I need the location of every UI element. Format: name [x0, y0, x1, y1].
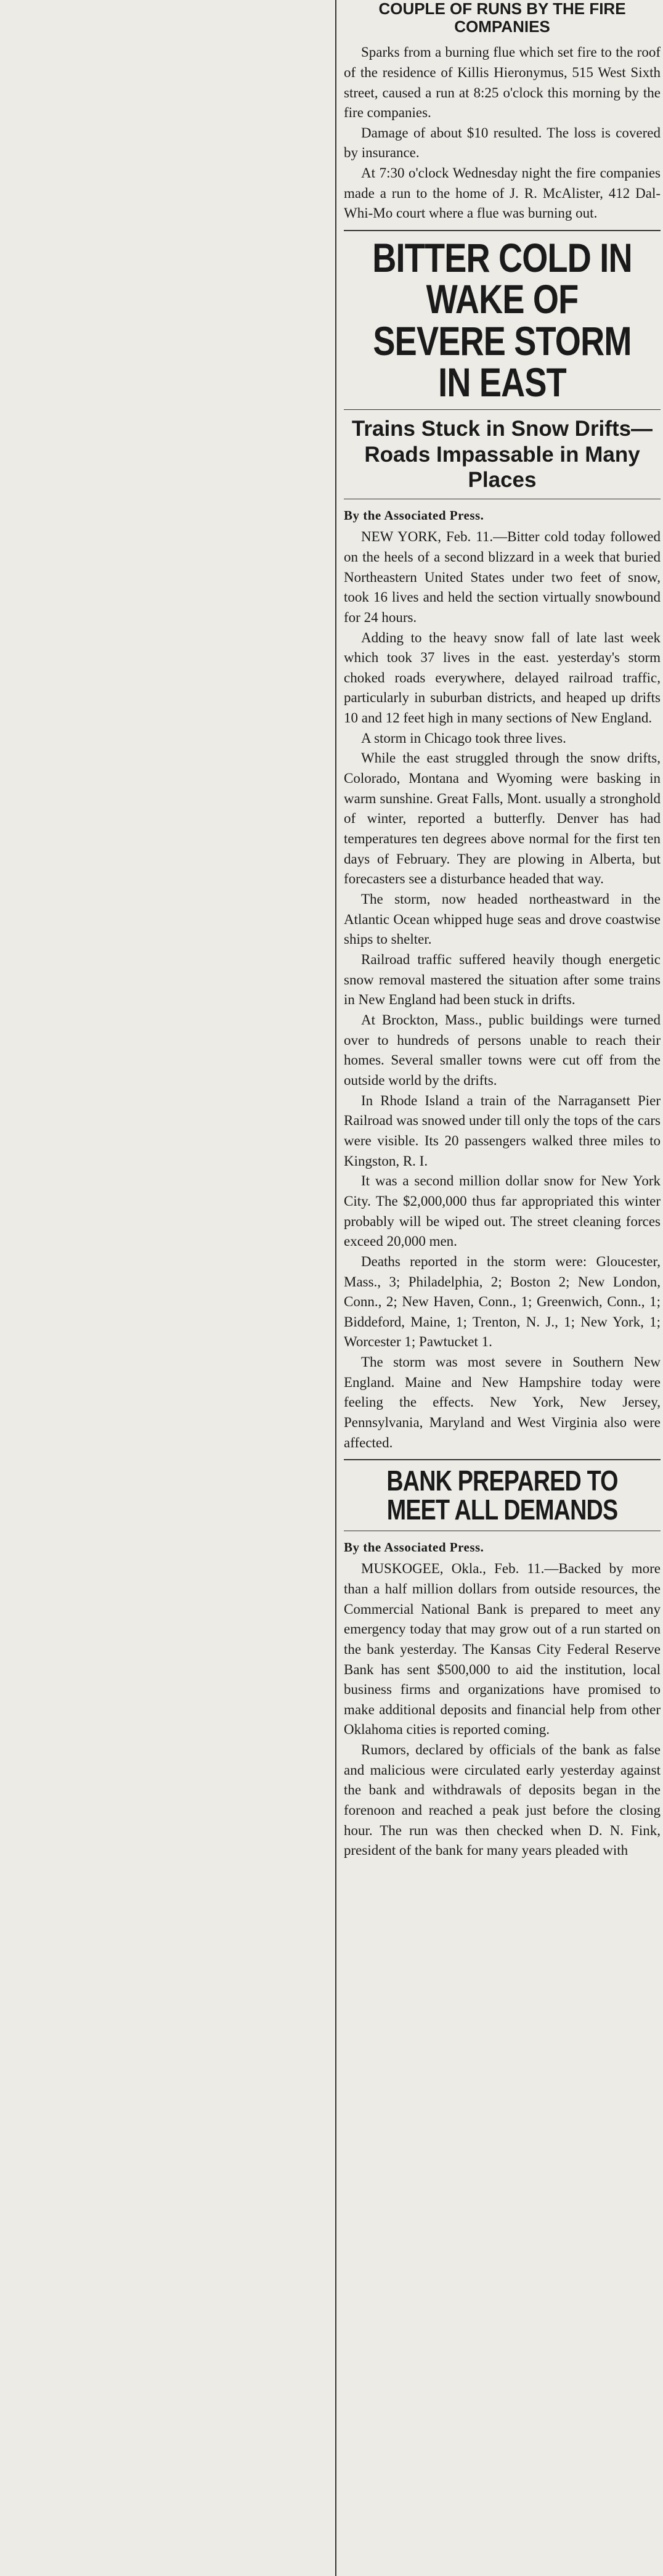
- article-paragraph: The storm, now headed northeastward in the Atlantic Ocean whipped huge seas and drove coastwise ships to shelter.: [344, 891, 661, 947]
- article-byline: By the Associated Press.: [344, 508, 484, 523]
- article-paragraph: Damage of about $10 resulted. The loss is covered by insurance.: [344, 125, 661, 161]
- article-paragraph: In Rhode Island a train of the Narragansett Pier Railroad was snowed under till only the tops of the cars were visible. Its 20 passengers walked three miles to Kingston, R. I.: [344, 1092, 661, 1169]
- article-paragraph: Deaths reported in the storm were: Gloucester, Mass., 3; Philadelphia, 2; Boston 2; New London, Conn., 2; New Haven, Conn., 1; Greenwich, Conn., 1; Biddeford, Maine, 1; Trenton, N. J., 1; New York, 1; Worcester 1; Pawtucket 1.: [344, 1253, 661, 1350]
- article-paragraph: At 7:30 o'clock Wednesday night the fire companies made a run to the home of J. R. McAlister, 412 Dal-Whi-Mo court where a flue was burning out.: [344, 165, 661, 221]
- article-paragraph: At Brockton, Mass., public buildings were turned over to hundreds of persons unable to reach their homes. Several smaller towns were cut off from the outside world by the drifts.: [344, 1012, 661, 1088]
- right-column: [339, 0, 663, 1861]
- article-paragraph: While the east struggled through the snow drifts, Colorado, Montana and Wyoming were basking in warm sunshine. Great Falls, Mont. usually a stronghold of winter, reported a butterfly. Denver has had temperatures ten degrees above normal for the first ten days of February. They are plowing in Alberta, but forecasters see a disturbance headed that way.: [344, 750, 661, 887]
- article-paragraph: Rumors, declared by officials of the bank as false and malicious were circulated early yesterday against the bank and withdrawals of deposits began in the forenoon and reached a peak just before the closing hour. The run was then checked when D. N. Fink, president of the bank for many years pleaded with: [344, 1742, 661, 1858]
- divider: [344, 230, 661, 231]
- article-paragraph: The storm was most severe in Southern New England. Maine and New Hampshire today were feeling the effects. New York, New Jersey, Pennsylvania, Maryland and West Virginia also were affected.: [344, 1354, 661, 1450]
- article-body: [344, 1559, 661, 1861]
- article-paragraph: Railroad traffic suffered heavily though energetic snow removal mastered the situation after some trains in New England had been stuck in drifts.: [344, 952, 661, 1008]
- article-paragraph: A storm in Chicago took three lives.: [361, 730, 566, 746]
- divider: [344, 1459, 661, 1460]
- article-paragraph: MUSKOGEE, Okla., Feb. 11.—Backed by more than a half million dollars from outside resources, the Commercial National Bank is prepared to meet any emergency today that may grow out of a run started on the bank yesterday. The Kansas City Federal Reserve Bank has sent $500,000 to aid the institution, local business firms and organizations have promised to make additional deposits and financial help from other Oklahoma cities is reported coming.: [344, 1561, 661, 1738]
- divider: [344, 409, 661, 410]
- article-headline: BITTER COLD IN WAKE OF SEVERE STORM IN EAST: [372, 235, 632, 406]
- brief-body: [344, 43, 661, 224]
- article-paragraph: Sparks from a burning flue which set fire to the roof of the residence of Killis Hieronymus, 515 West Sixth street, caused a run at 8:25 o'clock this morning by the fire companies.: [344, 44, 661, 121]
- article-body: [344, 527, 661, 1453]
- article-paragraph: NEW YORK, Feb. 11.—Bitter cold today followed on the heels of a second blizzard in a week that buried Northeastern United States under two feet of snow, took 16 lives and held the section virtually snowbound for 24 hours.: [344, 529, 661, 625]
- article-headline: BANK PREPARED TO MEET ALL DEMANDS: [386, 1465, 618, 1526]
- article-paragraph: Adding to the heavy snow fall of late last week which took 37 lives in the east. yesterday's storm choked roads everywhere, delayed railroad traffic, particularly in suburban districts, and heaped up drifts 10 and 12 feet high in many sections of New England.: [344, 629, 661, 726]
- brief-headline: COUPLE OF RUNS BY THE FIRE COMPANIES: [378, 0, 626, 36]
- column-rule: [335, 0, 336, 2576]
- article-deck: Trains Stuck in Snow Drifts—Roads Impassable in Many Places: [351, 417, 653, 492]
- article-byline: By the Associated Press.: [344, 1540, 484, 1555]
- article-paragraph: It was a second million dollar snow for New York City. The $2,000,000 thus far appropriated this winter probably will be wiped out. The street cleaning forces exceed 20,000 men.: [344, 1173, 661, 1249]
